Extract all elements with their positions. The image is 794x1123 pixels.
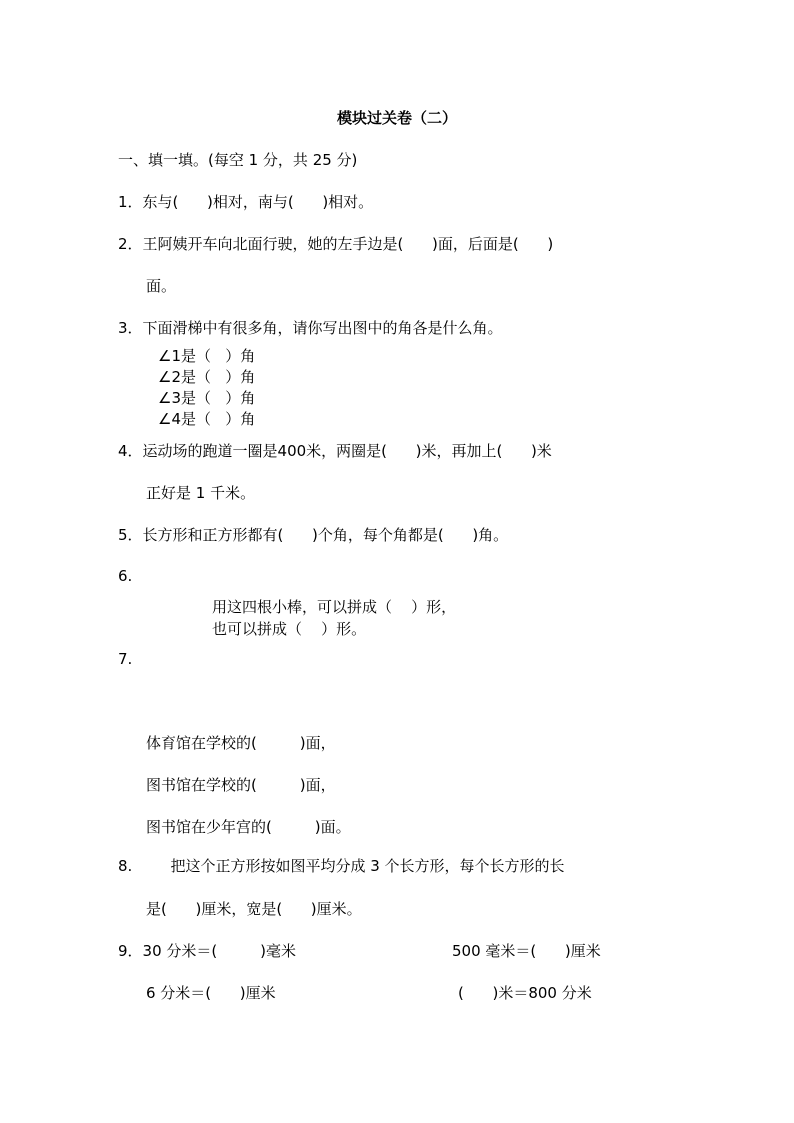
question-6-line-2: 也可以拼成（ ）形。	[212, 620, 367, 638]
question-9-item-1: 9．30 分米＝( )毫米	[118, 942, 297, 960]
question-9-item-2: 500 毫米＝( )厘米	[452, 942, 601, 960]
page-title: 模块过关卷（二）	[336, 109, 457, 127]
section-heading: 一、填一填。(每空 1 分，共 25 分)	[118, 151, 358, 169]
question-4: 4．运动场的跑道一圈是400米，两圈是( )米，再加上( )米	[118, 442, 552, 460]
angle-4: ∠4是（ ）角	[158, 410, 256, 428]
question-8: 8. 把这个正方形按如图平均分成 3 个长方形，每个长方形的长	[118, 857, 565, 875]
question-2: 2．王阿姨开车向北面行驶，她的左手边是( )面，后面是( )	[118, 235, 554, 253]
question-8-cont: 是( )厘米，宽是( )厘米。	[146, 900, 362, 918]
question-5: 5．长方形和正方形都有( )个角，每个角都是( )角。	[118, 526, 509, 544]
question-4-cont: 正好是 1 千米。	[146, 484, 256, 502]
question-3: 3．下面滑梯中有很多角，请你写出图中的角各是什么角。	[118, 319, 503, 337]
question-7-line-1: 体育馆在学校的( )面，	[146, 734, 336, 752]
question-7-line-2: 图书馆在学校的( )面，	[146, 776, 336, 794]
question-9-item-3: 6 分米＝( )厘米	[146, 984, 276, 1002]
question-7: 7.	[118, 650, 133, 668]
angle-2: ∠2是（ ）角	[158, 368, 256, 386]
question-9-item-4: ( )米＝800 分米	[458, 984, 592, 1002]
question-2-cont: 面。	[146, 277, 177, 295]
angle-3: ∠3是（ ）角	[158, 389, 256, 407]
angle-1: ∠1是（ ）角	[158, 347, 256, 365]
question-6: 6.	[118, 567, 133, 585]
question-1: 1．东与( )相对，南与( )相对。	[118, 193, 374, 211]
question-7-line-3: 图书馆在少年宫的( )面。	[146, 818, 351, 836]
question-6-line-1: 用这四根小棒，可以拼成（ ）形，	[212, 598, 457, 616]
